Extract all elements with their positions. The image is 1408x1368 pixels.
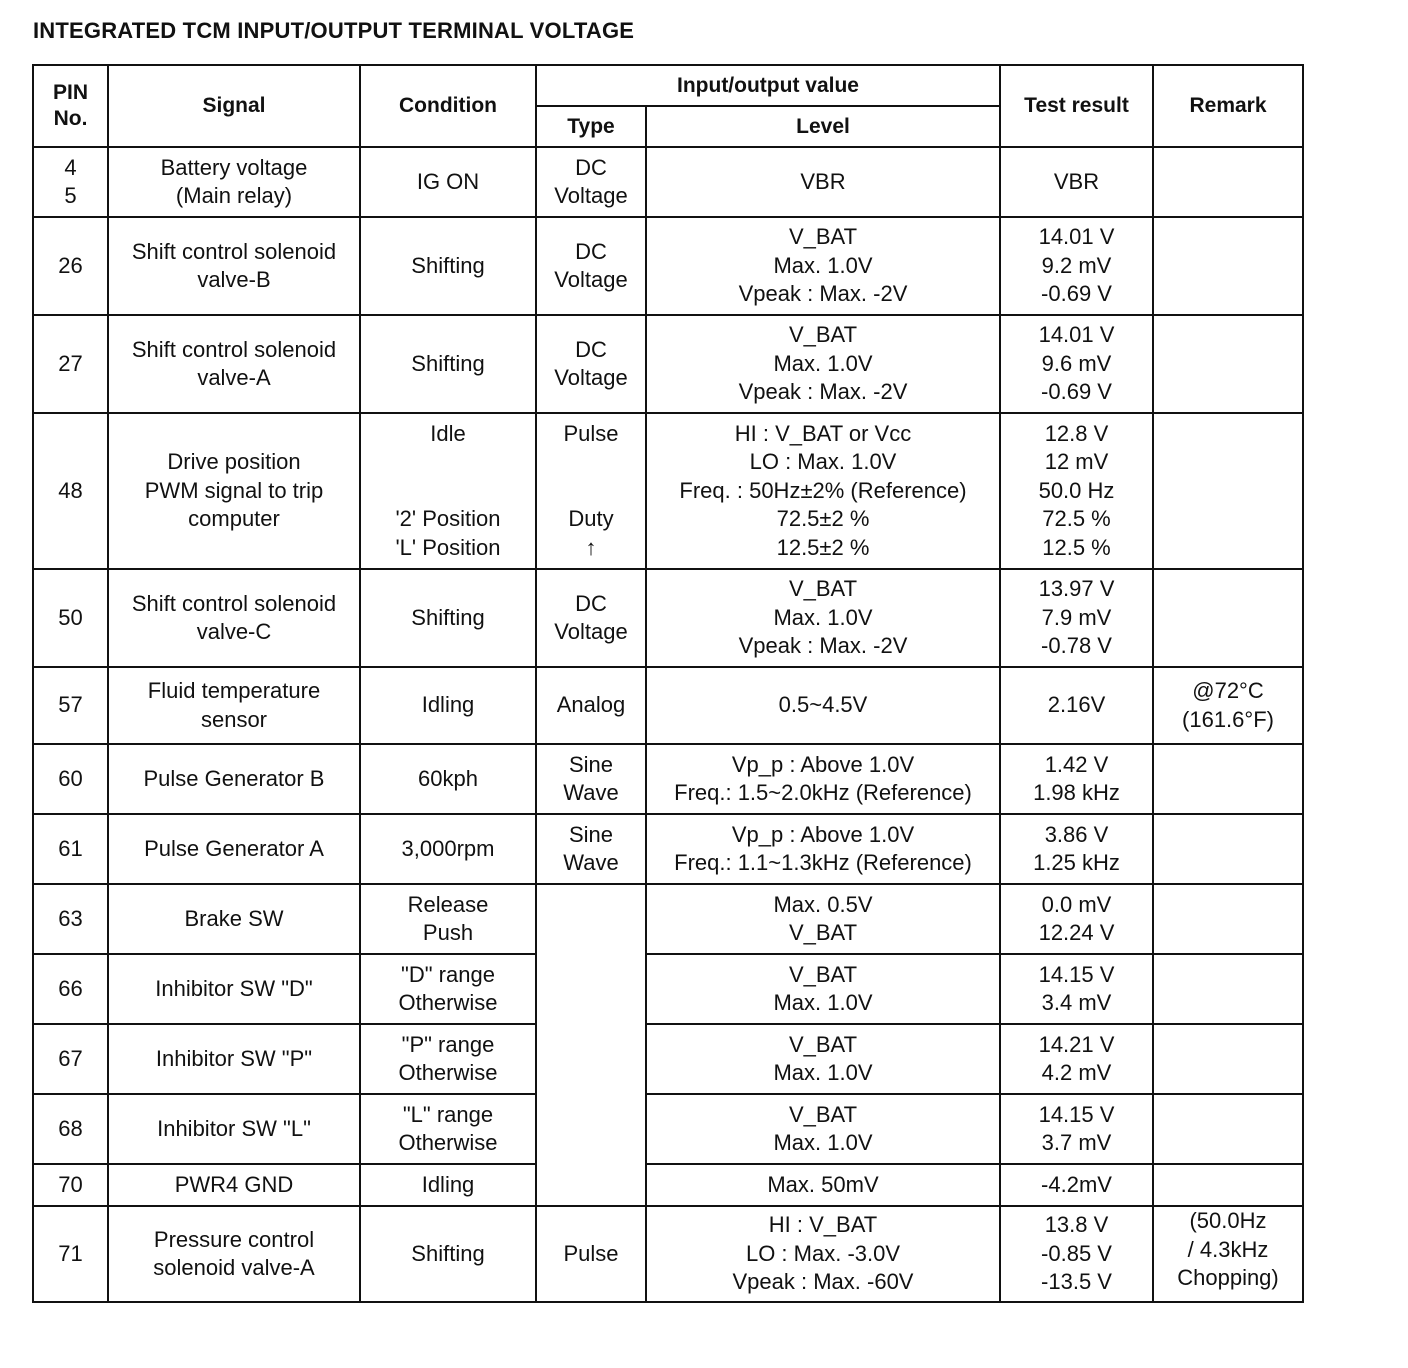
pin-cell: 68 bbox=[33, 1094, 108, 1164]
result-cell: 1.42 V 1.98 kHz bbox=[1000, 744, 1153, 814]
signal-cell: Drive position PWM signal to trip computer bbox=[108, 413, 360, 569]
terminal-voltage-table bbox=[32, 64, 1304, 1303]
remark-cell bbox=[1153, 413, 1303, 569]
level-cell: HI : V_BAT LO : Max. -3.0V Vpeak : Max. -60V bbox=[646, 1206, 1000, 1302]
condition-cell: Shifting bbox=[360, 217, 536, 315]
result-cell: 0.0 mV 12.24 V bbox=[1000, 884, 1153, 954]
remark-cell bbox=[1153, 147, 1303, 217]
table-row bbox=[33, 814, 1303, 884]
signal-cell: Inhibitor SW "P" bbox=[108, 1024, 360, 1094]
remark-cell: (50.0Hz / 4.3kHz Chopping) bbox=[1153, 1206, 1303, 1302]
condition-cell: Idle '2' Position 'L' Position bbox=[360, 413, 536, 569]
table-row bbox=[33, 954, 1303, 1024]
type-cell: DC Voltage bbox=[536, 315, 646, 413]
result-cell: 2.16V bbox=[1000, 667, 1153, 744]
header-level: Level bbox=[646, 106, 1000, 147]
level-cell: Vp_p : Above 1.0V Freq.: 1.1~1.3kHz (Reference) bbox=[646, 814, 1000, 884]
signal-cell: Shift control solenoid valve-C bbox=[108, 569, 360, 667]
result-cell: 3.86 V 1.25 kHz bbox=[1000, 814, 1153, 884]
condition-cell: 60kph bbox=[360, 744, 536, 814]
header-row bbox=[33, 65, 1303, 106]
signal-cell: Pressure control solenoid valve-A bbox=[108, 1206, 360, 1302]
header-signal: Signal bbox=[108, 65, 360, 147]
type-cell: Analog bbox=[536, 667, 646, 744]
pin-cell: 26 bbox=[33, 217, 108, 315]
pin-cell: 63 bbox=[33, 884, 108, 954]
condition-cell: "P" range Otherwise bbox=[360, 1024, 536, 1094]
table-row bbox=[33, 413, 1303, 569]
remark-cell bbox=[1153, 954, 1303, 1024]
level-cell: Max. 50mV bbox=[646, 1164, 1000, 1206]
condition-cell: "D" range Otherwise bbox=[360, 954, 536, 1024]
level-cell: V_BAT Max. 1.0V Vpeak : Max. -2V bbox=[646, 315, 1000, 413]
type-cell: DC Voltage bbox=[536, 217, 646, 315]
signal-cell: Brake SW bbox=[108, 884, 360, 954]
condition-cell: Idling bbox=[360, 1164, 536, 1206]
signal-cell: Fluid temperature sensor bbox=[108, 667, 360, 744]
type-cell: DC Voltage bbox=[536, 569, 646, 667]
header-io-value: Input/output value bbox=[536, 65, 1000, 106]
signal-cell: Pulse Generator A bbox=[108, 814, 360, 884]
result-cell: 12.8 V 12 mV 50.0 Hz 72.5 % 12.5 % bbox=[1000, 413, 1153, 569]
table-row bbox=[33, 1094, 1303, 1164]
pin-cell: 70 bbox=[33, 1164, 108, 1206]
pin-cell: 71 bbox=[33, 1206, 108, 1302]
pin-cell: 60 bbox=[33, 744, 108, 814]
remark-cell bbox=[1153, 1094, 1303, 1164]
table-row bbox=[33, 1206, 1303, 1302]
pin-cell: 50 bbox=[33, 569, 108, 667]
type-cell: Sine Wave bbox=[536, 744, 646, 814]
table-row bbox=[33, 217, 1303, 315]
condition-cell: Shifting bbox=[360, 1206, 536, 1302]
header-test-result: Test result bbox=[1000, 65, 1153, 147]
header-pin: PIN No. bbox=[33, 65, 108, 147]
result-cell: 13.8 V -0.85 V -13.5 V bbox=[1000, 1206, 1153, 1302]
document-title: INTEGRATED TCM INPUT/OUTPUT TERMINAL VOLTAGE bbox=[33, 18, 635, 43]
table-row bbox=[33, 667, 1303, 744]
remark-cell bbox=[1153, 569, 1303, 667]
level-cell: HI : V_BAT or Vcc LO : Max. 1.0V Freq. : 50Hz±2% (Reference) 72.5±2 % 12.5±2 % bbox=[646, 413, 1000, 569]
table-row bbox=[33, 315, 1303, 413]
pin-cell: 27 bbox=[33, 315, 108, 413]
signal-cell: Battery voltage (Main relay) bbox=[108, 147, 360, 217]
level-cell: Vp_p : Above 1.0V Freq.: 1.5~2.0kHz (Reference) bbox=[646, 744, 1000, 814]
remark-cell bbox=[1153, 1024, 1303, 1094]
condition-cell: 3,000rpm bbox=[360, 814, 536, 884]
level-cell: V_BAT Max. 1.0V Vpeak : Max. -2V bbox=[646, 569, 1000, 667]
result-cell: 14.15 V 3.7 mV bbox=[1000, 1094, 1153, 1164]
pin-cell: 57 bbox=[33, 667, 108, 744]
level-cell: V_BAT Max. 1.0V bbox=[646, 1024, 1000, 1094]
header-remark: Remark bbox=[1153, 65, 1303, 147]
result-cell: VBR bbox=[1000, 147, 1153, 217]
type-cell: Pulse Duty ↑ bbox=[536, 413, 646, 569]
signal-cell: Inhibitor SW "D" bbox=[108, 954, 360, 1024]
remark-cell bbox=[1153, 884, 1303, 954]
signal-cell: Inhibitor SW "L" bbox=[108, 1094, 360, 1164]
signal-cell: Shift control solenoid valve-A bbox=[108, 315, 360, 413]
table-row bbox=[33, 147, 1303, 217]
table-row bbox=[33, 569, 1303, 667]
table-row bbox=[33, 744, 1303, 814]
condition-cell: Shifting bbox=[360, 569, 536, 667]
type-cell: Sine Wave bbox=[536, 814, 646, 884]
remark-cell bbox=[1153, 217, 1303, 315]
level-cell: V_BAT Max. 1.0V bbox=[646, 1094, 1000, 1164]
table-row bbox=[33, 1024, 1303, 1094]
level-cell: Max. 0.5V V_BAT bbox=[646, 884, 1000, 954]
type-cell: Pulse bbox=[536, 1206, 646, 1302]
result-cell: 14.01 V 9.6 mV -0.69 V bbox=[1000, 315, 1153, 413]
type-cell-merged bbox=[536, 884, 646, 1206]
remark-cell bbox=[1153, 1164, 1303, 1206]
remark-cell bbox=[1153, 744, 1303, 814]
condition-cell: Idling bbox=[360, 667, 536, 744]
pin-cell: 61 bbox=[33, 814, 108, 884]
pin-cell: 48 bbox=[33, 413, 108, 569]
condition-cell: "L" range Otherwise bbox=[360, 1094, 536, 1164]
result-cell: 14.01 V 9.2 mV -0.69 V bbox=[1000, 217, 1153, 315]
condition-cell: Shifting bbox=[360, 315, 536, 413]
header-condition: Condition bbox=[360, 65, 536, 147]
condition-cell: Release Push bbox=[360, 884, 536, 954]
remark-cell bbox=[1153, 814, 1303, 884]
pin-cell: 67 bbox=[33, 1024, 108, 1094]
pin-cell: 66 bbox=[33, 954, 108, 1024]
result-cell: 14.15 V 3.4 mV bbox=[1000, 954, 1153, 1024]
level-cell: V_BAT Max. 1.0V Vpeak : Max. -2V bbox=[646, 217, 1000, 315]
table-row bbox=[33, 884, 1303, 954]
signal-cell: Shift control solenoid valve-B bbox=[108, 217, 360, 315]
type-cell: DC Voltage bbox=[536, 147, 646, 217]
remark-cell: @72°C (161.6°F) bbox=[1153, 667, 1303, 744]
signal-cell: Pulse Generator B bbox=[108, 744, 360, 814]
pin-cell: 4 5 bbox=[33, 147, 108, 217]
remark-cell bbox=[1153, 315, 1303, 413]
result-cell: -4.2mV bbox=[1000, 1164, 1153, 1206]
condition-cell: IG ON bbox=[360, 147, 536, 217]
result-cell: 14.21 V 4.2 mV bbox=[1000, 1024, 1153, 1094]
level-cell: VBR bbox=[646, 147, 1000, 217]
result-cell: 13.97 V 7.9 mV -0.78 V bbox=[1000, 569, 1153, 667]
level-cell: 0.5~4.5V bbox=[646, 667, 1000, 744]
header-type: Type bbox=[536, 106, 646, 147]
level-cell: V_BAT Max. 1.0V bbox=[646, 954, 1000, 1024]
table-row bbox=[33, 1164, 1303, 1206]
signal-cell: PWR4 GND bbox=[108, 1164, 360, 1206]
